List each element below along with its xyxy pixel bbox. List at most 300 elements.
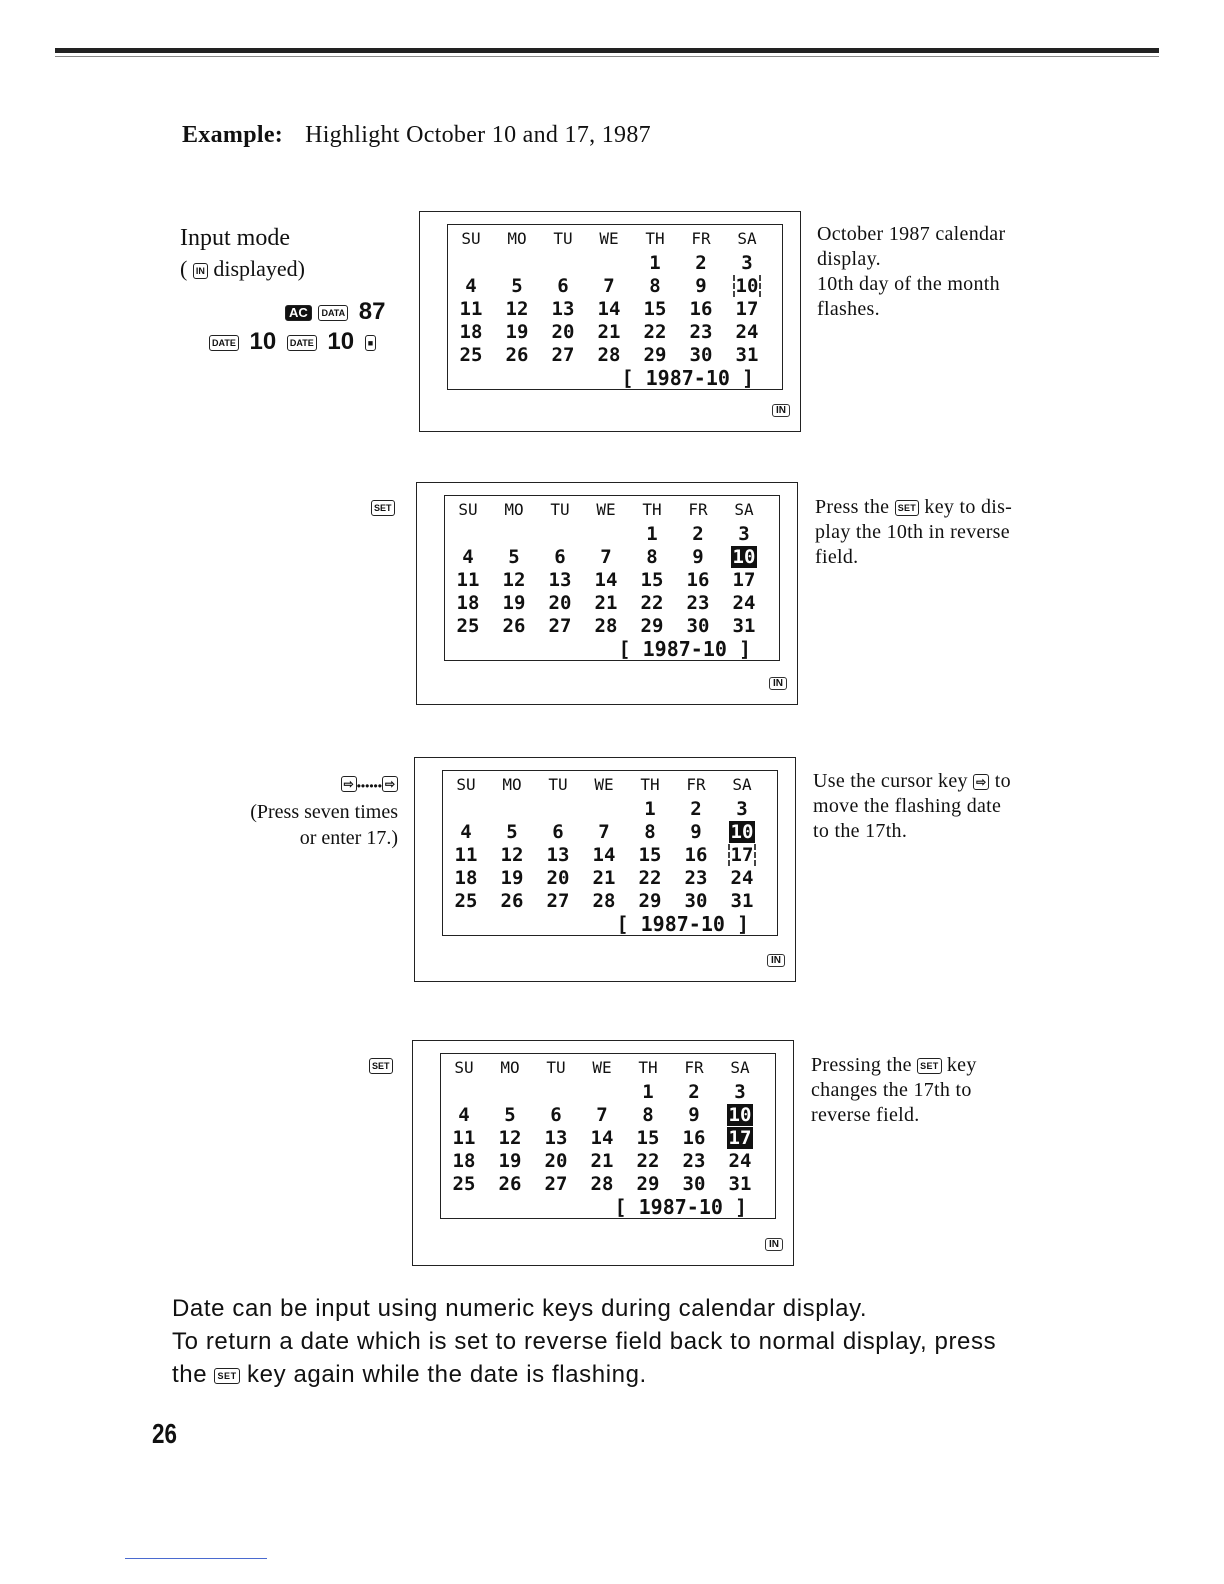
day-number: 25 <box>459 343 483 366</box>
example-text: Highlight October 10 and 17, 1987 <box>305 122 651 148</box>
day-cell <box>678 298 724 320</box>
day-cell <box>629 615 675 637</box>
note-text: Pressing the <box>811 1054 912 1076</box>
note-line: field. <box>815 546 859 568</box>
day-number: 3 <box>741 251 753 274</box>
date-key-icon: DATE <box>287 335 317 351</box>
week-row <box>443 889 777 912</box>
day-cell <box>448 344 494 366</box>
day-number: 9 <box>692 545 704 568</box>
day-number: 21 <box>597 320 621 343</box>
day-number: 5 <box>506 820 518 843</box>
set-key-icon: SET <box>917 1058 941 1074</box>
weekday-label: TU <box>550 499 570 519</box>
day-number: 2 <box>692 522 704 545</box>
day-cell <box>721 592 767 614</box>
day-number: 22 <box>640 591 664 614</box>
weekday-label: TU <box>553 228 573 248</box>
day-cell <box>581 844 627 866</box>
weekday-header <box>448 225 782 251</box>
day-number: 18 <box>459 320 483 343</box>
day-number: 24 <box>732 591 756 614</box>
day-cell <box>675 569 721 591</box>
day-cell <box>445 546 491 568</box>
lcd-display-1 <box>419 211 801 432</box>
day-cell <box>448 321 494 343</box>
execute-key-icon: ■ <box>365 335 376 351</box>
note-line: move the flashing date <box>813 795 1002 817</box>
weekday-label: TU <box>546 1057 566 1077</box>
day-cell <box>494 321 540 343</box>
step2-note <box>815 495 1012 570</box>
set-key-icon: SET <box>895 500 919 516</box>
day-cell <box>629 592 675 614</box>
day-cell <box>629 546 675 568</box>
day-number: 22 <box>638 866 662 889</box>
in-indicator-icon: IN <box>765 1238 783 1251</box>
weekday-label: SA <box>737 228 757 248</box>
day-cell <box>632 252 678 274</box>
day-cell <box>443 867 489 889</box>
in-indicator-icon: IN <box>772 404 790 417</box>
week-row <box>443 820 777 843</box>
note-line: October 1987 calendar <box>817 223 1006 245</box>
day-number: 21 <box>592 866 616 889</box>
day-number: 14 <box>594 568 618 591</box>
bottom-line3-post: key again while the date is flashing. <box>247 1361 647 1388</box>
day-number: 20 <box>548 591 572 614</box>
day-cell <box>581 821 627 843</box>
day-cell <box>625 1173 671 1195</box>
day-cell <box>719 821 765 843</box>
weekday-header <box>445 496 779 522</box>
day-cell <box>675 615 721 637</box>
day-number: 23 <box>686 591 710 614</box>
day-number: 17 <box>735 297 759 320</box>
day-cell <box>632 275 678 297</box>
day-cell <box>445 615 491 637</box>
ac-key-icon: AC <box>285 305 312 321</box>
day-number: 6 <box>550 1103 562 1126</box>
day-cell <box>724 298 770 320</box>
in-indicator-icon: IN <box>769 677 787 690</box>
year-month-line: [ 1987-10 ] <box>614 1194 747 1219</box>
day-number: 6 <box>552 820 564 843</box>
day-cell <box>627 821 673 843</box>
day-number: 1 <box>642 1080 654 1103</box>
bottom-line2: To return a date which is set to reverse field back to normal display, press <box>172 1328 997 1355</box>
day-number: 14 <box>590 1126 614 1149</box>
year-month-line: [ 1987-10 ] <box>616 911 749 936</box>
day-number: 4 <box>458 1103 470 1126</box>
week-row <box>448 274 782 297</box>
weekday-label: FR <box>686 774 706 794</box>
day-cell <box>540 298 586 320</box>
week-row <box>445 522 779 545</box>
set-key-icon: SET <box>214 1368 239 1384</box>
note-line: display. <box>817 248 881 270</box>
day-number: 26 <box>498 1172 522 1195</box>
day-cell <box>583 569 629 591</box>
week-row <box>448 320 782 343</box>
day-number: 19 <box>500 866 524 889</box>
day-number: 28 <box>590 1172 614 1195</box>
day-number: 10 <box>730 820 754 843</box>
day-number: 29 <box>638 889 662 912</box>
day-number: 15 <box>640 568 664 591</box>
day-number: 6 <box>554 545 566 568</box>
day-number: 1 <box>646 522 658 545</box>
day-cell <box>494 298 540 320</box>
step4-note <box>811 1053 977 1128</box>
step1-left <box>180 222 305 284</box>
day-number: 24 <box>735 320 759 343</box>
day-cell <box>671 1127 717 1149</box>
note-text: Use the cursor key <box>813 770 968 792</box>
day-cell <box>487 1150 533 1172</box>
day-number: 4 <box>462 545 474 568</box>
day-cell <box>719 798 765 820</box>
day-cell <box>540 344 586 366</box>
day-cell <box>443 821 489 843</box>
day-number: 8 <box>644 820 656 843</box>
week-row <box>448 297 782 320</box>
day-cell <box>494 275 540 297</box>
day-cell <box>586 298 632 320</box>
day-number: 19 <box>502 591 526 614</box>
day-cell <box>487 1127 533 1149</box>
day-number: 31 <box>728 1172 752 1195</box>
day-number: 12 <box>500 843 524 866</box>
day-cell <box>489 890 535 912</box>
page-number: 26 <box>152 1418 177 1449</box>
day-number: 23 <box>682 1149 706 1172</box>
enter-17-line: or enter 17.) <box>299 827 398 849</box>
day-number: 12 <box>502 568 526 591</box>
day-cell <box>448 275 494 297</box>
day-number: 15 <box>636 1126 660 1149</box>
day-cell <box>586 321 632 343</box>
weekday-label: MO <box>504 499 524 519</box>
footer-rule <box>125 1558 267 1559</box>
week-row <box>448 251 782 274</box>
day-cell <box>537 546 583 568</box>
day-number: 10 <box>728 1103 752 1126</box>
day-cell <box>491 592 537 614</box>
day-cell <box>579 1173 625 1195</box>
day-number: 26 <box>500 889 524 912</box>
day-number: 12 <box>498 1126 522 1149</box>
day-number: 17 <box>732 568 756 591</box>
day-number: 25 <box>456 614 480 637</box>
day-number: 5 <box>508 545 520 568</box>
day-number: 11 <box>454 843 478 866</box>
day-cell <box>673 844 719 866</box>
top-rule <box>55 48 1159 53</box>
day-cell <box>673 867 719 889</box>
day-number: 27 <box>548 614 572 637</box>
day-cell <box>537 569 583 591</box>
day-number: 25 <box>454 889 478 912</box>
day-number: 24 <box>730 866 754 889</box>
day-number: 1 <box>644 797 656 820</box>
mode-line1: Input mode <box>180 225 290 251</box>
weekday-label: MO <box>507 228 527 248</box>
day-number: 16 <box>689 297 713 320</box>
day-number: 4 <box>465 274 477 297</box>
year-month-line: [ 1987-10 ] <box>618 636 751 661</box>
weekday-label: SU <box>458 499 478 519</box>
day-cell <box>494 344 540 366</box>
day-cell <box>441 1150 487 1172</box>
day-number: 24 <box>728 1149 752 1172</box>
week-row <box>443 797 777 820</box>
day-cell <box>489 867 535 889</box>
note-line: flashes. <box>817 298 880 320</box>
day-cell <box>717 1104 763 1126</box>
day-number: 21 <box>590 1149 614 1172</box>
day-cell <box>533 1104 579 1126</box>
day-cell <box>627 867 673 889</box>
value-87: 87 <box>358 298 386 325</box>
day-cell <box>717 1150 763 1172</box>
step3-note <box>813 769 1011 844</box>
day-cell <box>671 1150 717 1172</box>
week-row <box>443 843 777 866</box>
note-text: Press the <box>815 496 890 518</box>
day-number: 30 <box>684 889 708 912</box>
day-number: 11 <box>459 297 483 320</box>
calendar-grid <box>440 1053 776 1219</box>
day-number: 20 <box>546 866 570 889</box>
day-number: 17 <box>728 1126 752 1149</box>
day-cell <box>491 615 537 637</box>
day-cell <box>535 890 581 912</box>
step1-keys-row2 <box>209 328 376 356</box>
day-cell <box>540 321 586 343</box>
day-number: 13 <box>548 568 572 591</box>
day-number: 14 <box>592 843 616 866</box>
weekday-label: SA <box>734 499 754 519</box>
day-number: 13 <box>544 1126 568 1149</box>
day-number: 27 <box>544 1172 568 1195</box>
weekday-label: FR <box>691 228 711 248</box>
day-number: 28 <box>592 889 616 912</box>
weekday-label: SA <box>732 774 752 794</box>
dots: •••••• <box>356 779 382 793</box>
day-cell <box>489 821 535 843</box>
in-indicator-icon: IN <box>193 263 208 279</box>
day-number: 2 <box>688 1080 700 1103</box>
day-cell <box>535 867 581 889</box>
day-number: 22 <box>636 1149 660 1172</box>
day-cell <box>675 592 721 614</box>
day-cell <box>721 569 767 591</box>
day-number: 15 <box>643 297 667 320</box>
day-number: 8 <box>649 274 661 297</box>
day-number: 5 <box>511 274 523 297</box>
week-row <box>445 545 779 568</box>
weekday-label: WE <box>596 499 616 519</box>
week-row <box>441 1172 775 1195</box>
date-key-icon: DATE <box>209 335 239 351</box>
day-cell <box>717 1081 763 1103</box>
day-number: 29 <box>640 614 664 637</box>
day-cell <box>678 275 724 297</box>
week-row <box>443 866 777 889</box>
day-number: 15 <box>638 843 662 866</box>
week-row <box>441 1080 775 1103</box>
weekday-header <box>443 771 777 797</box>
day-cell <box>625 1127 671 1149</box>
day-cell <box>583 592 629 614</box>
day-number: 27 <box>546 889 570 912</box>
day-cell <box>441 1173 487 1195</box>
day-number: 26 <box>505 343 529 366</box>
day-cell <box>678 321 724 343</box>
day-number: 16 <box>682 1126 706 1149</box>
day-number: 19 <box>505 320 529 343</box>
day-cell <box>625 1081 671 1103</box>
day-number: 10 <box>733 275 762 297</box>
weekday-label: MO <box>500 1057 520 1077</box>
step1-keys-row1 <box>285 298 390 326</box>
example-heading <box>182 122 651 149</box>
set-key-icon: SET <box>371 500 395 516</box>
calendar-grid <box>447 224 783 390</box>
day-number: 11 <box>456 568 480 591</box>
weekday-label: SU <box>454 1057 474 1077</box>
day-number: 5 <box>504 1103 516 1126</box>
calendar-grid <box>444 495 780 661</box>
day-number: 25 <box>452 1172 476 1195</box>
day-number: 18 <box>452 1149 476 1172</box>
day-cell <box>678 344 724 366</box>
day-number: 17 <box>728 844 757 866</box>
weekday-label: WE <box>592 1057 612 1077</box>
note-text: to <box>994 770 1011 792</box>
day-number: 23 <box>684 866 708 889</box>
day-number: 9 <box>695 274 707 297</box>
day-cell <box>724 321 770 343</box>
data-key-icon: DATA <box>318 305 348 321</box>
day-cell <box>445 569 491 591</box>
day-cell <box>719 867 765 889</box>
day-number: 27 <box>551 343 575 366</box>
day-cell <box>537 592 583 614</box>
day-cell <box>632 298 678 320</box>
weekday-label: TU <box>548 774 568 794</box>
set-key-icon: SET <box>369 1058 393 1074</box>
lcd-display-2 <box>416 482 798 705</box>
day-cell <box>537 615 583 637</box>
weekday-label: TH <box>640 774 660 794</box>
week-row <box>445 591 779 614</box>
day-cell <box>675 523 721 545</box>
note-line: changes the 17th to <box>811 1079 972 1101</box>
day-number: 18 <box>454 866 478 889</box>
day-number: 7 <box>600 545 612 568</box>
day-number: 3 <box>734 1080 746 1103</box>
day-number: 13 <box>551 297 575 320</box>
day-number: 8 <box>646 545 658 568</box>
day-cell <box>671 1173 717 1195</box>
day-number: 18 <box>456 591 480 614</box>
weekday-label: SU <box>456 774 476 794</box>
weekday-label: TH <box>638 1057 658 1077</box>
day-cell <box>583 546 629 568</box>
day-number: 13 <box>546 843 570 866</box>
day-number: 2 <box>690 797 702 820</box>
day-cell <box>581 890 627 912</box>
weekday-label: WE <box>599 228 619 248</box>
weekday-label: SU <box>461 228 481 248</box>
press-seven-line: (Press seven times <box>250 801 398 823</box>
note-line: reverse field. <box>811 1104 920 1126</box>
day-cell <box>487 1173 533 1195</box>
day-cell <box>629 569 675 591</box>
in-indicator-icon: IN <box>767 954 785 967</box>
note-text: key to dis- <box>924 496 1013 518</box>
day-number: 11 <box>452 1126 476 1149</box>
day-number: 30 <box>682 1172 706 1195</box>
day-cell <box>675 546 721 568</box>
day-cell <box>724 344 770 366</box>
day-cell <box>579 1104 625 1126</box>
day-cell <box>673 821 719 843</box>
bottom-line3-pre: the <box>172 1361 208 1388</box>
day-cell <box>487 1104 533 1126</box>
day-cell <box>632 344 678 366</box>
example-label: Example: <box>182 122 284 148</box>
day-number: 3 <box>736 797 748 820</box>
day-number: 20 <box>544 1149 568 1172</box>
day-number: 9 <box>688 1103 700 1126</box>
day-cell <box>721 615 767 637</box>
top-rule-thin <box>55 56 1159 57</box>
day-cell <box>579 1127 625 1149</box>
day-cell <box>671 1081 717 1103</box>
note-line: play the 10th in reverse <box>815 521 1010 543</box>
day-cell <box>627 798 673 820</box>
day-number: 30 <box>686 614 710 637</box>
day-number: 20 <box>551 320 575 343</box>
weekday-label: SA <box>730 1057 750 1077</box>
day-cell <box>671 1104 717 1126</box>
lcd-display-4 <box>412 1040 794 1266</box>
bottom-line1: Date can be input using numeric keys during calendar display. <box>172 1295 868 1322</box>
note-text: key <box>946 1054 977 1076</box>
day-number: 31 <box>732 614 756 637</box>
day-cell <box>724 275 770 297</box>
day-number: 14 <box>597 297 621 320</box>
bottom-text <box>172 1292 1092 1391</box>
day-cell <box>445 592 491 614</box>
day-cell <box>625 1150 671 1172</box>
day-cell <box>719 844 765 866</box>
step1-note <box>817 222 1005 322</box>
weekday-label: WE <box>594 774 614 794</box>
year-month-line: [ 1987-10 ] <box>621 365 754 390</box>
day-cell <box>443 890 489 912</box>
day-number: 6 <box>557 274 569 297</box>
day-number: 16 <box>684 843 708 866</box>
day-number: 28 <box>597 343 621 366</box>
day-number: 29 <box>643 343 667 366</box>
day-cell <box>441 1127 487 1149</box>
day-cell <box>581 867 627 889</box>
cursor-right-key-icon: ⇨ <box>973 774 989 790</box>
